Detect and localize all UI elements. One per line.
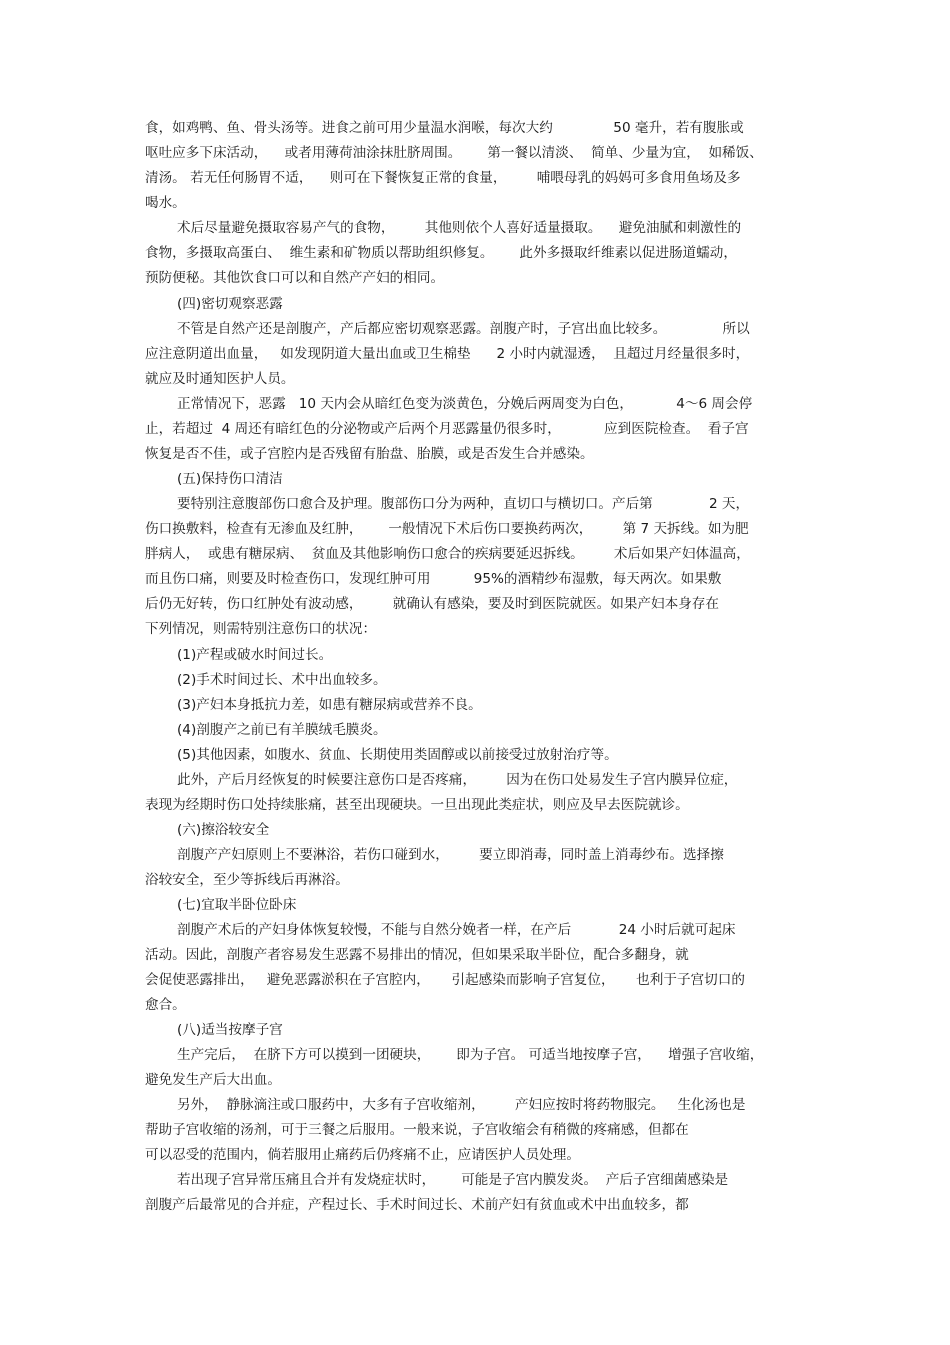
paragraph-start: 要特别注意腹部伤口愈合及护理。腹部伤口分为两种，直切口与横切口。产后第 2 天， [177,496,750,512]
text-line: 下列情况，则需特别注意伤口的状况： [145,621,377,637]
text-line: 后仍无好转，伤口红肿处有波动感， 就确认有感染，要及时到医院就医。如果产妇本身存在 [145,596,719,612]
section-heading: (四)密切观察恶露 [177,296,283,312]
text-line: 表现为经期时伤口处持续胀痛，甚至出现硬块。一旦出现此类症状，则应及早去医院就诊。 [145,797,689,813]
paragraph-start: 此外，产后月经恢复的时候要注意伤口是否疼痛， 因为在伤口处易发生子宫内膜异位症， [177,772,738,788]
paragraph-start: 术后尽量避免摄取容易产气的食物， 其他则依个人喜好适量摄取。 避免油腻和刺激性的 [177,220,742,236]
text-line: 活动。因此，剖腹产者容易发生恶露不易排出的情况，但如果采取半卧位，配合多翻身，就 [145,947,689,963]
text-line: 食物，多摄取高蛋白、 维生素和矿物质以帮助组织修复。 此外多摄取纤维素以促进肠道蠕动， [145,245,737,261]
text-line: 会促使恶露排出， 避免恶露淤积在子宫腔内， 引起感染而影响子宫复位， 也利于子宫切口的 [145,972,745,988]
text-line: 呕吐应多下床活动， 或者用薄荷油涂抹肚脐周围。 第一餐以清淡、 简单、少量为宜， 如稀饭、 [145,145,763,161]
paragraph-start: 剖腹产产妇原则上不要淋浴，若伤口碰到水， 要立即消毒，同时盖上消毒纱布。选择擦 [177,847,724,863]
text-line: 就应及时通知医护人员。 [145,371,295,387]
paragraph-start: 若出现子宫异常压痛且合并有发烧症状时， 可能是子宫内膜发炎。 产后子宫细菌感染是 [177,1172,729,1188]
section-heading: (八)适当按摩子宫 [177,1022,283,1038]
text-line: 帮助子宫收缩的汤剂，可于三餐之后服用。一般来说，子宫收缩会有稍微的疼痛感，但都在 [145,1122,689,1138]
paragraph-start: 不管是自然产还是剖腹产，产后都应密切观察恶露。剖腹产时，子宫出血比较多。 所以 [177,321,750,337]
text-line: 止，若超过 4 周还有暗红色的分泌物或产后两个月恶露量仍很多时， 应到医院检查。 看子宫 [145,421,749,437]
list-item: (2)手术时间过长、术中出血较多。 [177,672,387,688]
section-heading: (六)擦浴较安全 [177,822,270,838]
text-line: 恢复是否不佳，或子宫腔内是否残留有胎盘、胎膜，或是否发生合并感染。 [145,446,594,462]
section-heading: (五)保持伤口清洁 [177,471,283,487]
text-line: 避免发生产后大出血。 [145,1072,281,1088]
paragraph-start: 正常情况下，恶露 10 天内会从暗红色变为淡黄色，分娩后两周变为白色， 4～6 周会停 [177,396,753,412]
paragraph-start: 生产完后， 在脐下方可以摸到一团硬块， 即为子宫。 可适当地按摩子宫， 增强子宫收缩， [177,1047,764,1063]
list-item: (4)剖腹产之前已有羊膜绒毛膜炎。 [177,722,387,738]
text-line: 浴较安全，至少等拆线后再淋浴。 [145,872,349,888]
text-line: 可以忍受的范围内，倘若服用止痛药后仍疼痛不止，应请医护人员处理。 [145,1147,580,1163]
paragraph-start: 另外， 静脉滴注或口服药中，大多有子宫收缩剂， 产妇应按时将药物服完。 生化汤也是 [177,1097,746,1113]
text-line: 食，如鸡鸭、鱼、骨头汤等。进食之前可用少量温水润喉，每次大约 50 毫升，若有腹胀或 [145,120,744,136]
text-line: 预防便秘。其他饮食口可以和自然产产妇的相同。 [145,270,445,286]
paragraph-start: 剖腹产术后的产妇身体恢复较慢，不能与自然分娩者一样，在产后 24 小时后就可起床 [177,922,736,938]
section-heading: (七)宜取半卧位卧床 [177,897,297,913]
text-line: 喝水。 [145,195,186,211]
text-line: 应注意阴道出血量， 如发现阴道大量出血或卫生棉垫 2 小时内就湿透， 且超过月经量很多时， [145,346,750,362]
list-item: (1)产程或破水时间过长。 [177,647,333,663]
text-line: 清汤。 若无任何肠胃不适， 则可在下餐恢复正常的食量， 哺喂母乳的妈妈可多食用鱼场及多 [145,170,741,186]
text-line: 伤口换敷料，检查有无渗血及红肿， 一般情况下术后伤口要换药两次， 第 7 天拆线。如为肥 [145,521,749,537]
text-line: 而且伤口痛，则要及时检查伤口，发现红肿可用 95%的酒精纱布湿敷，每天两次。如果敷 [145,571,722,587]
text-line: 胖病人， 或患有糖尿病、 贫血及其他影响伤口愈合的疾病要延迟拆线。 术后如果产妇体温高， [145,546,750,562]
text-line: 剖腹产后最常见的合并症，产程过长、手术时间过长、术前产妇有贫血或术中出血较多，都 [145,1197,689,1213]
text-line: 愈合。 [145,997,186,1013]
list-item: (3)产妇本身抵抗力差，如患有糖尿病或营养不良。 [177,697,482,713]
list-item: (5)其他因素，如腹水、贫血、长期使用类固醇或以前接受过放射治疗等。 [177,747,618,763]
